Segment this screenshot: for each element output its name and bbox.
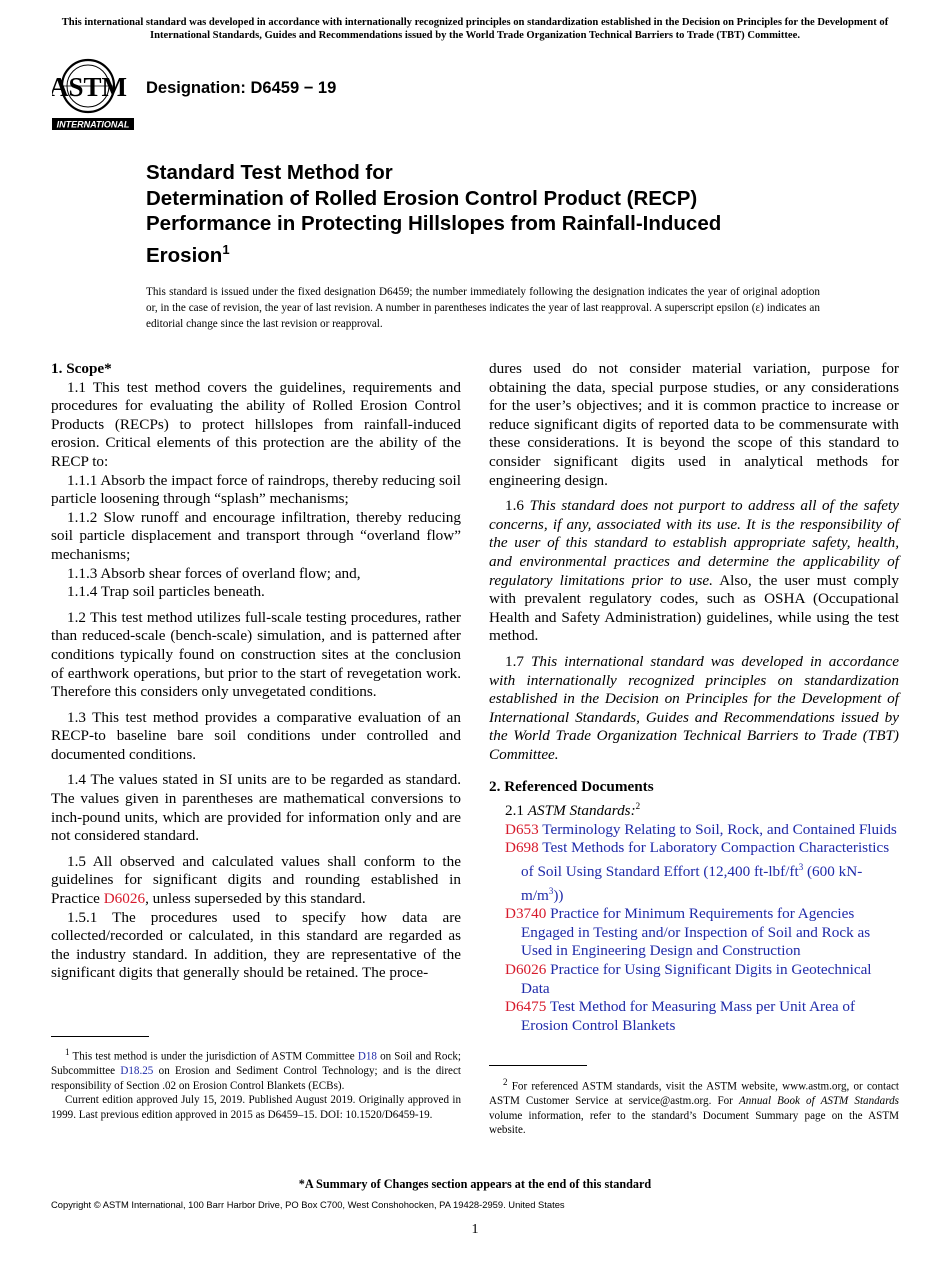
page-number: 1 bbox=[471, 1222, 479, 1237]
ref-title-part: Test Methods for Laboratory Compaction Characteristics of Soil Using Standard Effort (12,400 ft-lbf/ft bbox=[521, 839, 890, 880]
ref-title[interactable]: Practice for Using Significant Digits in Geotechnical Data bbox=[521, 961, 872, 997]
footnote-1-part-a: This test method is under the jurisdiction of ASTM Committee bbox=[69, 1050, 358, 1063]
section-1-3: 1.3 This test method provides a comparative evaluation of an RECP-to baseline bare soil conditions under controlled and documented conditions. bbox=[51, 708, 461, 763]
footnote-1 bbox=[51, 1045, 461, 1122]
footnote-divider-left bbox=[51, 1036, 149, 1037]
title-line-4 bbox=[146, 237, 846, 268]
section-2-1-italic: ASTM Standards: bbox=[527, 802, 636, 820]
ref-code[interactable]: D6475 bbox=[505, 998, 547, 1016]
footnote-2 bbox=[489, 1075, 899, 1138]
ref-title[interactable]: Terminology Relating to Soil, Rock, and Contained Fluids bbox=[542, 820, 897, 838]
scope-heading: 1. Scope* bbox=[51, 360, 112, 377]
ref-title[interactable]: Test Method for Measuring Mass per Unit Area of Erosion Control Blankets bbox=[521, 998, 856, 1034]
footnote-2-text bbox=[489, 1075, 899, 1138]
section-1-7-num: 1.7 bbox=[505, 652, 531, 670]
ref-code[interactable]: D653 bbox=[505, 820, 539, 838]
section-1-6-num: 1.6 bbox=[505, 497, 530, 515]
section-2-1-num: 2.1 bbox=[505, 802, 528, 820]
ref-d3740[interactable] bbox=[489, 905, 899, 961]
section-1-5 bbox=[51, 853, 461, 909]
ref-code[interactable]: D3740 bbox=[505, 905, 547, 923]
section-1-5-1-cont: dures used do not consider material variation, purpose for obtaining the data, special purpose studies, or any considerations for the user’s objectives; and it is common practice to increase or reduce significant digits of reported data to be commensurate with these considerations. It is beyond the scope of this standard to consider significant digits used in analytical methods for engineering design. bbox=[489, 360, 899, 489]
ref-code[interactable]: D698 bbox=[505, 839, 539, 857]
logo-subtext: INTERNATIONAL bbox=[56, 119, 130, 130]
footnote-1-text bbox=[51, 1045, 461, 1093]
designation: Designation: D6459 − 19 bbox=[146, 79, 337, 97]
right-column bbox=[489, 360, 899, 1035]
section-2-1 bbox=[489, 797, 899, 821]
astm-logo-icon bbox=[52, 56, 136, 136]
section-1-5-text: 1.5 All observed and calculated values shall conform to the guidelines for significant digits and rounding established in Practice bbox=[51, 852, 461, 908]
link-d6026[interactable]: D6026 bbox=[103, 890, 146, 908]
footnote-1-part-c: on Erosion and Sediment Control Technology; and is the direct responsibility of Section .02 on Erosion Control Blankets (ECBs). bbox=[51, 1065, 461, 1092]
section-1-6 bbox=[489, 497, 899, 646]
issued-note: This standard is issued under the fixed designation D6459; the number immediately following the designation indicates the year of original adoption or, in the case of revision, the year of last revision. A number in parentheses indicates the year of last reapproval. A superscript epsilon (ε) indicates an editorial change since the last revision or reapproval. bbox=[146, 286, 820, 330]
section-1-7 bbox=[489, 653, 899, 765]
title-footnote-mark: 1 bbox=[222, 241, 230, 257]
section-1-1-3: 1.1.3 Absorb shear forces of overland flow; and, bbox=[67, 564, 361, 582]
section-2-1-mark: 2 bbox=[635, 801, 641, 812]
ref-sup: 3 bbox=[798, 861, 804, 872]
ref-d6475[interactable] bbox=[489, 998, 899, 1035]
left-column bbox=[51, 360, 461, 983]
title-line-3: Performance in Protecting Hillslopes from Rainfall-Induced bbox=[146, 212, 722, 235]
title-line-4-text: Erosion bbox=[146, 243, 223, 267]
title-line-1: Standard Test Method for bbox=[146, 161, 393, 184]
footnote-2-part-b: volume information, refer to the standard’s Document Summary page on the ASTM website. bbox=[489, 1109, 899, 1137]
footnote-1-mark: 1 bbox=[65, 1047, 70, 1057]
footnote-1-part-b: on Soil and Rock; Subcommittee bbox=[51, 1050, 461, 1078]
link-d18-25[interactable]: D18.25 bbox=[120, 1065, 154, 1078]
summary-of-changes-note: *A Summary of Changes section appears at the end of this standard bbox=[298, 1177, 652, 1191]
ref-code[interactable]: D6026 bbox=[505, 961, 547, 978]
section-1-4: 1.4 The values stated in SI units are to be regarded as standard. The values given in parentheses are mathematical conversions to inch-pound units, which are provided for information only and are not considered standard. bbox=[51, 771, 461, 845]
ref-d698[interactable] bbox=[489, 839, 899, 905]
logo-text: ASTM bbox=[52, 72, 128, 102]
footnote-2-italic: Annual Book of ASTM Standards bbox=[738, 1095, 899, 1108]
astm-logo bbox=[52, 56, 136, 136]
ref-d6026[interactable] bbox=[489, 961, 899, 998]
section-1-2: 1.2 This test method utilizes full-scale testing procedures, rather than reduced-scale (bench-scale) simulation, and is patterned after conditions typically found on construction sites at the conclusion of earthwork operations, but prior to the start of revegetation work. Therefore this considers only unvegetated conditions. bbox=[51, 608, 461, 701]
footnote-2-part-a: For referenced ASTM standards, visit the ASTM website, www.astm.org, or contact ASTM Customer Service at service@astm.org. For bbox=[489, 1080, 899, 1108]
link-d18[interactable]: D18 bbox=[357, 1050, 377, 1063]
footnote-2-mark: 2 bbox=[503, 1077, 508, 1087]
referenced-documents-heading: 2. Referenced Documents bbox=[489, 778, 654, 796]
copyright: Copyright © ASTM International, 100 Barr Harbor Drive, PO Box C700, West Conshohocken, PA 19428-2959. United States bbox=[51, 1199, 565, 1210]
section-1-6-rest: Also, the user must comply with prevalent regulatory codes, such as OSHA (Occupational Health and Safety Administration) guidelines, while using the test method. bbox=[489, 571, 899, 645]
section-1-5-1: 1.5.1 The procedures used to specify how data are collected/recorded or calculated, in this standard are regarded as the industry standard. In addition, they are representative of the significant digits that generally should be retained. The proce- bbox=[51, 908, 461, 982]
header-notice: This international standard was developed in accordance with internationally recognized principles on standardization established in the Decision on Principles for the Development of International Standards, Guides and Recommendations issued by the World Trade Organization Technical Barriers to Trade (TBT) Committee. bbox=[61, 17, 889, 41]
ref-title[interactable] bbox=[521, 839, 889, 903]
section-1-5-text-end: , unless superseded by this standard. bbox=[145, 890, 366, 908]
section-1-1-2: 1.1.2 Slow runoff and encourage infiltration, thereby reducing soil particle displacement and transport through “overland flow” mechanisms; bbox=[51, 508, 461, 563]
ref-sup: 3 bbox=[548, 885, 554, 896]
section-1-1-1: 1.1.1 Absorb the impact force of raindrops, thereby reducing soil particle loosening through “splash” mechanisms; bbox=[51, 471, 461, 508]
section-1-1: 1.1 This test method covers the guidelines, requirements and procedures for evaluating the ability of Rolled Erosion Control Products (RECPs) to protect hillslopes from rainfall-induced erosion. Critical elements of this protection are the ability of the RECP to: bbox=[51, 378, 461, 470]
ref-title[interactable]: Practice for Minimum Requirements for Agencies Engaged in Testing and/or Inspection of Soil and Rock as Used in Engineering Design and Construction bbox=[521, 905, 871, 960]
section-1-7-italic: This international standard was developed in accordance with internationally recognized principles on standardization established in the Decision on Principles for the Development of International Standards, Guides and Recommendations issued by the World Trade Organization Technical Barriers to Trade (TBT) Committee. bbox=[489, 652, 900, 763]
ref-title-part: (600 kN-m/m bbox=[521, 862, 863, 904]
footnote-1-edition: Current edition approved July 15, 2019. Published August 2019. Originally approved in 1999. Last previous edition approved in 2015 as D6459–15. DOI: 10.1520/D6459-19. bbox=[51, 1094, 461, 1121]
section-1-1-4: 1.1.4 Trap soil particles beneath. bbox=[67, 583, 265, 601]
ref-title-part: )) bbox=[553, 886, 564, 904]
document-title bbox=[146, 160, 846, 268]
ref-d653[interactable] bbox=[489, 821, 899, 840]
footnote-divider-right bbox=[489, 1065, 587, 1066]
section-1-6-italic: This standard does not purport to address all of the safety concerns, if any, associated with its use. It is the responsibility of the user of this standard to establish appropriate safety, health, and environmental practices and determine the applicability of regulatory limitations prior to use. bbox=[489, 497, 900, 589]
title-line-2: Determination of Rolled Erosion Control Product (RECP) bbox=[146, 186, 698, 210]
